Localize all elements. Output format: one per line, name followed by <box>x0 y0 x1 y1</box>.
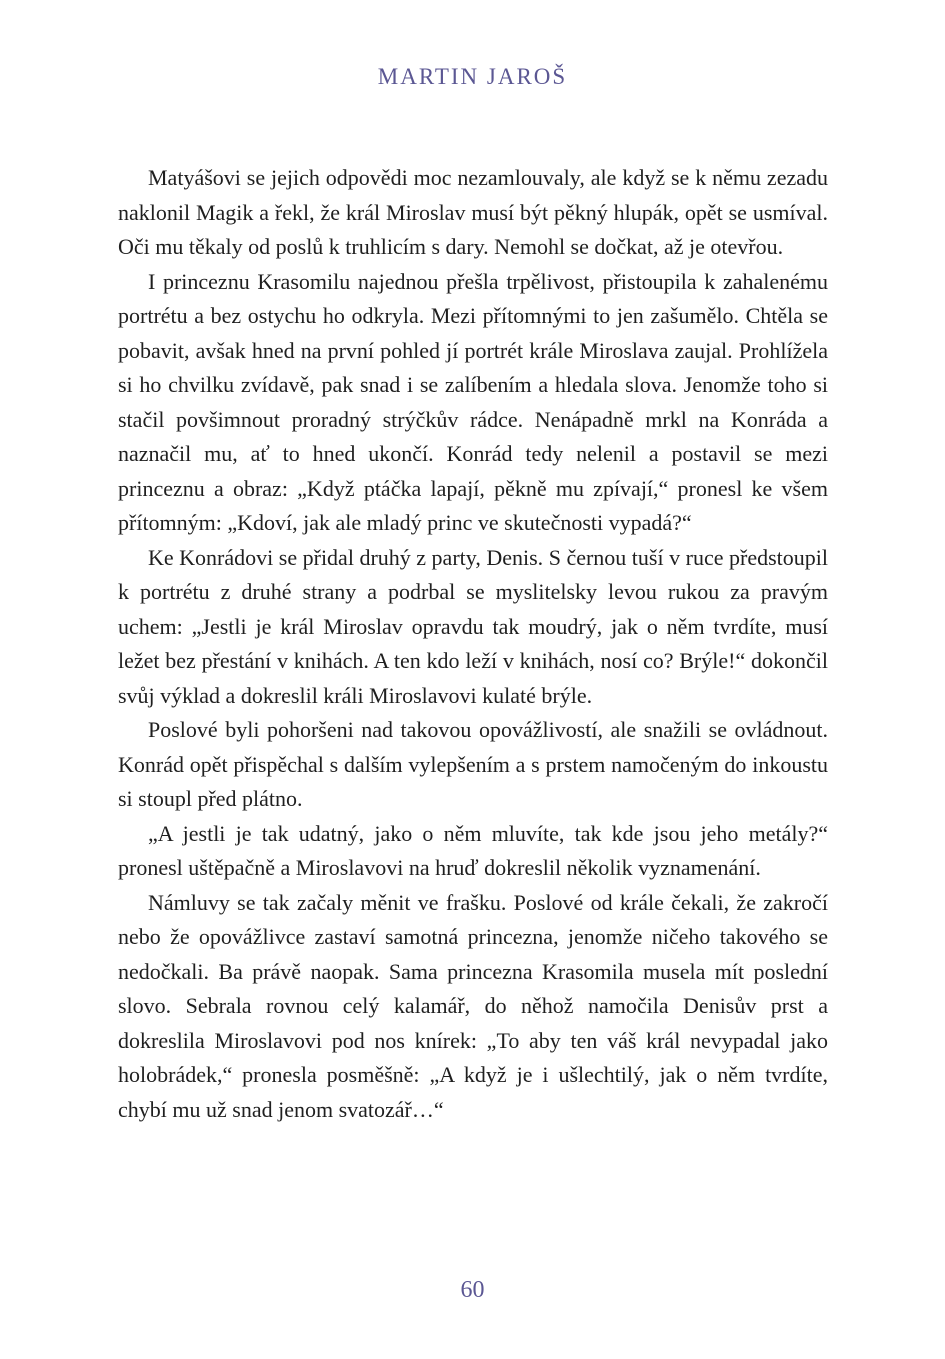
paragraph: „A jestli je tak udatný, jako o něm mluvíte, tak kde jsou jeho metály?“ pronesl uštěpačně a Miroslavovi na hruď dokreslil několik vyznamenání. <box>118 820 828 880</box>
paragraph: Matyášovi se jejich odpovědi moc nezamlouvaly, ale když se k němu zezadu naklonil Magik a řekl, že král Miroslav musí být pěkný hlupák, opět se usmíval. Oči mu těkaly od poslů k truhlicím s dary. Nemohl se dočkat, až je otevřou. <box>118 165 828 259</box>
paragraph: I princeznu Krasomilu najednou přešla trpělivost, přistoupila k zahalenému portrétu a bez ostychu ho odkryla. Mezi přítomnými to jen zašumělo. Chtěla se pobavit, avšak hned na první pohled jí portrét krále Miroslava zaujal. Prohlížela si ho chvilku zvídavě, pak snad i se zalíbením a hledala slova. Jenomže toho si stačil povšimnout proradný strýčkův rádce. Nenápadně mrkl na Konráda a naznačil mu, ať to hned ukončí. Konrád tedy nelenil a postavil se mezi princeznu a obraz: „Když ptáčka lapají, pěkně mu zpívají,“ pronesl ke všem přítomným: „Kdoví, jak ale mladý princ ve skutečnosti vypadá?“ <box>118 268 828 535</box>
paragraph: Námluvy se tak začaly měnit ve frašku. Poslové od krále čekali, že zakročí nebo že opovážlivce zastaví samotná princezna, jenomže ničeho takového se nedočkali. Ba právě naopak. Sama princezna Krasomila musela mít poslední slovo. Sebrala rovnou celý kalamář, do něhož namočila Denisův prst a dokreslila Miroslavovi pod nos knírek: „To aby ten váš král nevypadal jako holobrádek,“ pronesla posměšně: „A když je i ušlechtilý, jak o něm tvrdíte, chybí mu už snad jenom svatozář…“ <box>118 889 828 1122</box>
paragraph: Poslové byli pohoršeni nad takovou opovážlivostí, ale snažili se ovládnout. Konrád opět přispěchal s dalším vylepšením a s prstem namočeným do inkoustu si stoupl před plátno. <box>118 717 828 811</box>
running-head-author: MARTIN JAROŠ <box>377 64 568 89</box>
body-text <box>118 161 828 1127</box>
paragraph: Ke Konrádovi se přidal druhý z party, Denis. S černou tuší v ruce předstoupil k portrétu z druhé strany a podrbal se myslitelsky levou rukou za pravým uchem: „Jestli je král Miroslav opravdu tak moudrý, jak o něm tvrdíte, musí ležet bez přestání v knihách. A ten kdo leží v knihách, nosí co? Brýle!“ dokončil svůj výklad a dokreslil králi Miroslavovi kulaté brýle. <box>118 544 828 708</box>
page-number: 60 <box>460 1277 485 1303</box>
